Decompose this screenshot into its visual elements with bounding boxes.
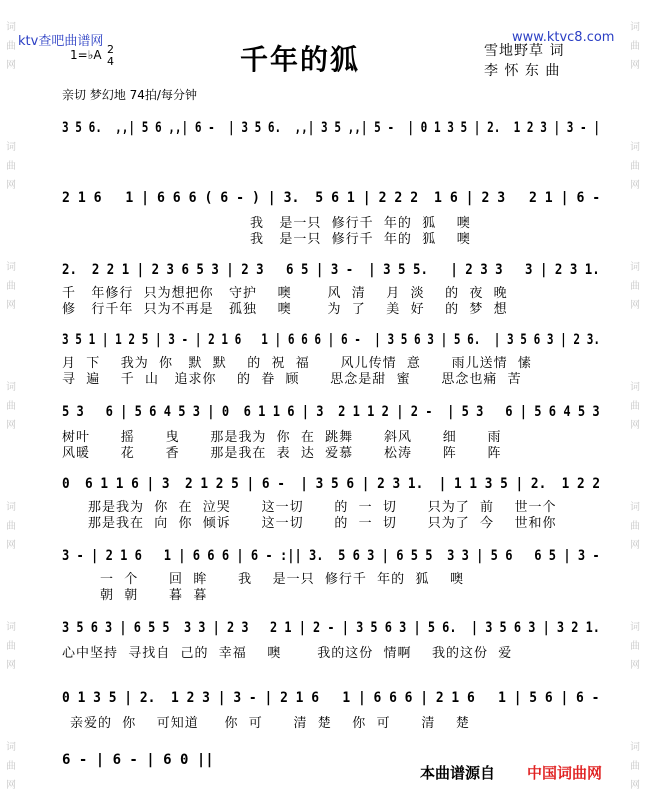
time-signature	[107, 44, 114, 68]
watermark-right-4: 词曲网	[630, 382, 640, 431]
tempo-marking: 亲切 梦幻地 74拍/每分钟	[62, 88, 197, 102]
lyric-line-1: 我 是一只 修行千 年的 狐 噢	[250, 216, 471, 231]
music-line-9: 0 1 3 5 | 2. 1 2 3 | 3 - | 2 1 6 1 | 6 6 6 | 2 1 6 1 | 5 6 | 6 -	[62, 690, 600, 706]
lyric-line-4: 修 行千年 只为不再是 孤独 噢 为 了 美 好 的 梦 想	[62, 302, 508, 317]
lyric-line-6: 寻 遍 千 山 追求你 的 眷 顾 思念是甜 蜜 思念也痛 苦	[62, 372, 522, 387]
key-signature: 1=♭A	[70, 48, 102, 62]
watermark-left-7: 词曲网	[6, 742, 16, 791]
composer-credit: 李 怀 东 曲	[484, 63, 561, 79]
music-line-8: 3 5 6 3 | 6 5 5 3 3 | 2 3 2 1 | 2 - | 3 5 6 3 | 5 6. | 3 5 6 3 | 3 2 1.	[62, 620, 600, 636]
watermark-right-6: 词曲网	[630, 622, 640, 671]
watermark-left-1: 词曲网	[6, 22, 16, 71]
music-line-2: 2 1 6 1 | 6 6 6 ( 6 - ) | 3. 5 6 1 | 2 2 2 1 6 | 2 3 2 1 | 6 -	[62, 190, 601, 206]
watermark-left-4: 词曲网	[6, 382, 16, 431]
site-link-left[interactable]: ktv查吧曲谱网	[18, 34, 104, 49]
source-site-link[interactable]: 中国词曲网	[527, 764, 603, 782]
watermark-right-2: 词曲网	[630, 142, 640, 191]
lyricist-credit: 雪地野草 词	[484, 43, 565, 59]
meter-bottom: 4	[107, 55, 114, 68]
lyric-line-11: 一 个 回 眸 我 是一只 修行千 年的 狐 噢	[100, 572, 464, 587]
watermark-right-1: 词曲网	[630, 22, 640, 71]
song-title: 千年的狐	[240, 43, 361, 76]
lyric-line-12: 朝 朝 暮 暮	[100, 588, 208, 603]
watermark-left-6: 词曲网	[6, 622, 16, 671]
watermark-left-3: 词曲网	[6, 262, 16, 311]
music-line-1: 3 5 6. ,,| 5 6 ,,| 6 - | 3 5 6. ,,| 3 5 ,,| 5 - | 0 1 3 5 | 2. 1 2 3 | 3 - |	[62, 120, 600, 136]
watermark-left-2: 词曲网	[6, 142, 16, 191]
music-line-5: 5 3 6 | 5 6 4 5 3 | 0 6 1 1 6 | 3 2 1 1 2 | 2 - | 5 3 6 | 5 6 4 5 3	[62, 404, 600, 420]
watermark-right-7: 词曲网	[630, 742, 640, 791]
meter-top: 2	[107, 43, 114, 56]
lyric-line-7: 树叶 摇 曳 那是我为 你 在 跳舞 斜风 细 雨	[62, 430, 502, 445]
lyric-line-5: 月 下 我为 你 默 默 的 祝 福 风儿传情 意 雨儿送情 愫	[62, 356, 532, 371]
music-line-7: 3 - | 2 1 6 1 | 6 6 6 | 6 - :|| 3. 5 6 3 | 6 5 5 3 3 | 5 6 6 5 | 3 -	[62, 548, 600, 564]
lyric-line-13: 心中坚持 寻找自 己的 幸福 噢 我的这份 情啊 我的这份 爱	[62, 646, 513, 661]
music-line-4: 3 5 1 | 1 2 5 | 3 - | 2 1 6 1 | 6 6 6 | 6 - | 3 5 6 3 | 5 6. | 3 5 6 3 | 2 3.	[62, 332, 600, 348]
watermark-right-3: 词曲网	[630, 262, 640, 311]
music-line-3: 2. 2 2 1 | 2 3 6 5 3 | 2 3 6 5 | 3 - | 3 5 5. | 2 3 3 3 | 2 3 1.	[62, 262, 600, 278]
lyric-line-2: 我 是一只 修行千 年的 狐 噢	[250, 232, 471, 247]
lyric-line-10: 那是我在 向 你 倾诉 这一切 的 一 切 只为了 今 世和你	[88, 516, 557, 531]
lyric-line-9: 那是我为 你 在 泣哭 这一切 的 一 切 只为了 前 世一个	[88, 500, 557, 515]
lyric-line-8: 风暖 花 香 那是我在 表 达 爱慕 松涛 阵 阵	[62, 446, 502, 461]
lyric-line-3: 千 年修行 只为想把你 守护 噢 风 清 月 淡 的 夜 晚	[62, 286, 508, 301]
site-link-right[interactable]: www.ktvc8.com	[512, 30, 615, 45]
music-line-10: 6 - | 6 - | 6 0 ||	[62, 752, 214, 768]
lyric-line-14: 亲爱的 你 可知道 你 可 清 楚 你 可 清 楚	[70, 716, 470, 731]
watermark-left-5: 词曲网	[6, 502, 16, 551]
music-line-6: 0 6 1 1 6 | 3 2 1 2 5 | 6 - | 3 5 6 | 2 3 1. | 1 1 3 5 | 2. 1 2 2	[62, 476, 601, 492]
watermark-right-5: 词曲网	[630, 502, 640, 551]
source-label: 本曲谱源自	[420, 764, 496, 782]
